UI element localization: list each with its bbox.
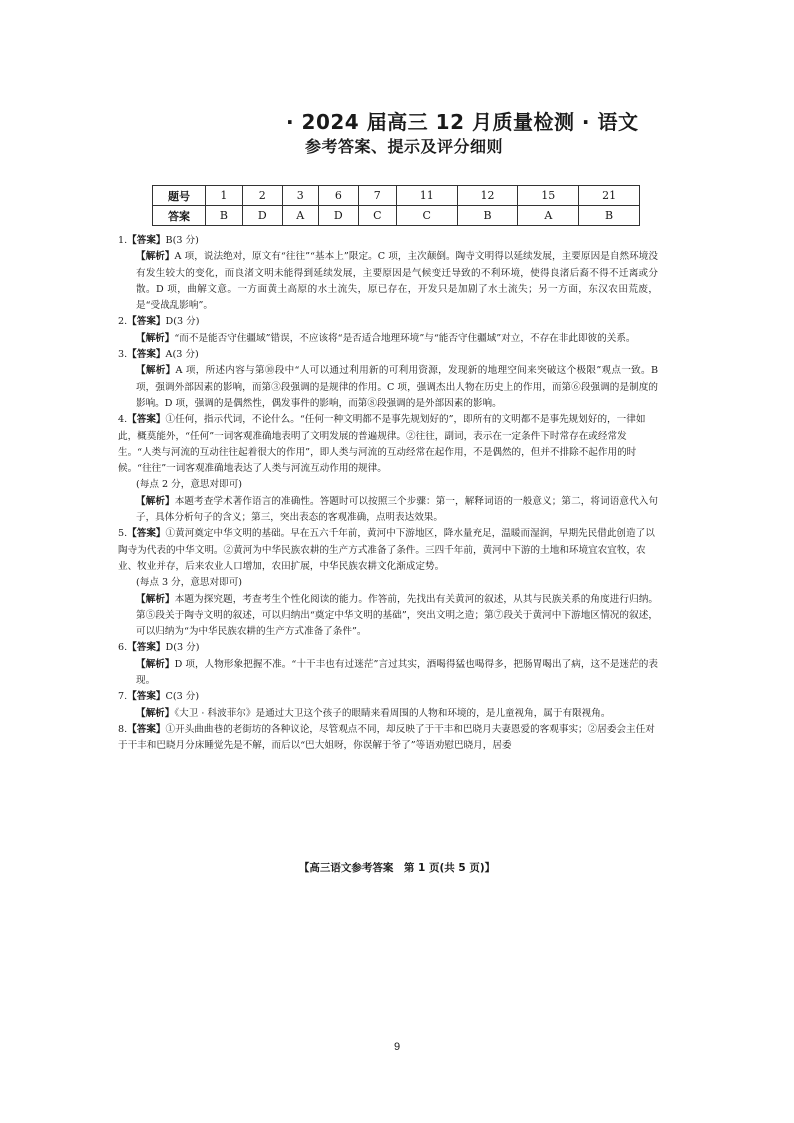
analysis-tag: 【解析】 xyxy=(136,658,175,670)
answer-text: D(3 分) xyxy=(165,642,200,654)
row-label-question-number: 题号 xyxy=(153,186,206,206)
answer-tag: 【答案】 xyxy=(127,235,166,246)
answer-cell: B xyxy=(457,206,518,226)
analysis-tag: 【解析】 xyxy=(136,495,175,507)
question-number-cell: 1 xyxy=(206,186,243,206)
question-number-cell: 15 xyxy=(518,186,579,206)
answer-cell: D xyxy=(318,206,358,226)
analysis-text: 本题为探究题，考查考生个性化阅读的能力。作答前，先找出有关黄河的叙述，从其与民族关系的角度进行归纳。第⑤段关于陶寺文明的叙述，可以归纳出“奠定中华文明的基础”，突出文明之造；第⑦段关于黄河中下游地区情况的叙述，可以归纳为“为中华民族农耕的生产方式准备了条件”。 xyxy=(136,593,659,638)
answer-tag: 【答案】 xyxy=(127,642,166,654)
answer-cell: C xyxy=(396,206,457,226)
answer-cell: B xyxy=(579,206,640,226)
analysis-tag: 【解析】 xyxy=(136,251,175,263)
answer-line xyxy=(118,722,658,755)
answer-text: ①任何，指示代词，不论什么。“任何一种文明都不是事先规划好的”，即所有的文明都不是事先规划好的，一律如此，概莫能外，“任何”一词客观准确地表明了文明发展的普遍规律。②往往，副词，表示在一定条件下时常存在或经常发生。“人类与河流的互动往往起着很大的作用”，即人类与河流的互动经常在起作用，不是偶然的，但并不排除不起作用的时候。“往往”一词客观准确地表达了人类与河流互动作用的规律。 xyxy=(118,414,646,475)
question-number-cell: 7 xyxy=(358,186,396,206)
answer-tag: 【答案】 xyxy=(127,691,166,703)
answer-row xyxy=(153,206,640,226)
answer-line xyxy=(118,347,658,363)
document-subtitle: 参考答案、提示及评分细则 xyxy=(305,137,504,156)
answer-line xyxy=(118,314,658,330)
item-number: 8. xyxy=(118,723,128,735)
analysis-paragraph xyxy=(136,657,658,690)
analysis-paragraph xyxy=(136,706,658,722)
item-number: 3. xyxy=(118,349,128,361)
analysis-text: “而不是能否守住疆域”错误，不应该将“是否适合地理环境”与“能否守住疆域”对立，不存在非此即彼的关系。 xyxy=(174,332,636,344)
analysis-text: A 项，所述内容与第⑩段中“人可以通过利用新的可利用资源，发现新的地理空间来突破这个极限”观点一致。B 项，强调外部因素的影响，而第③段强调的是规律的作用。C 项，强调杰出人物在历史上的作用，而第⑥段强调的是制度的影响。D 项，强调的是偶然性，偶发事件的影响，而第⑧段强调的是外部因素的影响。 xyxy=(136,365,658,409)
answer-line xyxy=(118,526,658,575)
answer-line xyxy=(118,233,658,249)
analysis-text: 《大卫 · 科波菲尔》是通过大卫这个孩子的眼睛来看周围的人物和环境的，是儿童视角，属于有限视角。 xyxy=(174,707,611,719)
analysis-tag: 【解析】 xyxy=(136,365,176,377)
answer-cell: A xyxy=(518,206,579,226)
question-number-cell: 2 xyxy=(242,186,282,206)
answer-cell: C xyxy=(358,206,396,226)
scoring-note: (每点 2 分，意思对即可) xyxy=(136,479,243,491)
answer-text: D(3 分) xyxy=(165,316,200,328)
answer-cell: D xyxy=(242,206,282,226)
page-footer: 【高三语文参考答案 第 1 页(共 5 页)】 xyxy=(298,862,496,874)
answer-tag: 【答案】 xyxy=(127,414,166,426)
question-number-row xyxy=(153,186,640,206)
analysis-tag: 【解析】 xyxy=(136,707,175,719)
answer-text: B(3 分) xyxy=(165,235,199,246)
answer-cell: B xyxy=(206,206,243,226)
analysis-tag: 【解析】 xyxy=(136,593,175,605)
item-number: 6. xyxy=(118,642,128,654)
scoring-note: (每点 3 分，意思对即可) xyxy=(136,577,243,589)
item-number: 7. xyxy=(118,691,128,703)
answer-line xyxy=(118,640,658,656)
answer-tag: 【答案】 xyxy=(127,528,166,540)
page-number: 9 xyxy=(393,1041,401,1053)
answer-text: ①黄河奠定中华文明的基础。早在五六千年前，黄河中下游地区，降水量充足，温暖而湿润，早期先民借此创造了以陶寺为代表的中华文明。②黄河为中华民族农耕的生产方式准备了条件。三四千年前，黄河中下游的土地和环境宜农宜牧，农业、牧业并存，后来农业人口增加，农田扩展，中华民族农耕文化渐成定势。 xyxy=(118,528,655,572)
answer-tag: 【答案】 xyxy=(127,723,166,735)
question-number-cell: 11 xyxy=(396,186,457,206)
analysis-text: 本题考查学术著作语言的准确性。答题时可以按照三个步骤：第一，解释词语的一般意义；第二，将词语意代入句子，具体分析句子的含义；第三，突出表态的客观准确，点明表达效果。 xyxy=(136,495,659,524)
analysis-tag: 【解析】 xyxy=(136,332,175,344)
item-number: 4. xyxy=(118,414,128,426)
analysis-paragraph xyxy=(136,494,658,527)
question-number-cell: 3 xyxy=(282,186,318,206)
answer-line xyxy=(118,412,658,477)
answer-tag: 【答案】 xyxy=(127,316,166,328)
analysis-paragraph xyxy=(136,592,658,641)
answer-tag: 【答案】 xyxy=(127,349,166,361)
answer-text: ①开头曲曲巷的老街坊的各种议论，尽管观点不同，却反映了于干丰和巴晓月夫妻恩爱的客观事实；②居委会主任对于干丰和巴晓月分床睡觉先是不解，而后以“巴大姐呀，你误解于爷了”等语劝慰巴晓月，居委 xyxy=(118,723,655,752)
answer-text: A(3 分) xyxy=(165,349,199,361)
answer-cell: A xyxy=(282,206,318,226)
answer-explanations xyxy=(118,233,658,755)
document-title: · 2024 届高三 12 月质量检测 · 语文 xyxy=(286,110,639,134)
row-label-answer: 答案 xyxy=(153,206,206,226)
question-number-cell: 12 xyxy=(457,186,518,206)
item-number: 5. xyxy=(118,528,128,540)
answer-table xyxy=(152,185,640,226)
item-number: 1. xyxy=(118,235,128,246)
question-number-cell: 6 xyxy=(318,186,358,206)
question-number-cell: 21 xyxy=(579,186,640,206)
analysis-paragraph xyxy=(136,363,658,412)
answer-line xyxy=(118,689,658,705)
analysis-paragraph xyxy=(136,331,658,347)
item-number: 2. xyxy=(118,316,128,328)
analysis-text: D 项，人物形象把握不准。“十干丰也有过迷茫”言过其实，酒喝得猛也喝得多，把肠胃喝出了病，这不是迷茫的表现。 xyxy=(136,658,659,687)
analysis-paragraph xyxy=(136,249,658,314)
answer-text: C(3 分) xyxy=(165,691,200,703)
analysis-text: A 项，说法绝对，原文有“往往”“基本上”限定。C 项，主次颠倒。陶寺文明得以延续发展，主要原因是自然环境没有发生较大的变化，而良渚文明未能得到延续发展，主要原因是气候变迁导致的不利环境，使得良渚后裔不得不迁离或分散。D 项，曲解文意。一方面黄土高原的水土流失，原已存在，开发只是加剧了水土流失；另一方面，东汉农田荒废，是“受战乱影响”。 xyxy=(136,251,658,312)
